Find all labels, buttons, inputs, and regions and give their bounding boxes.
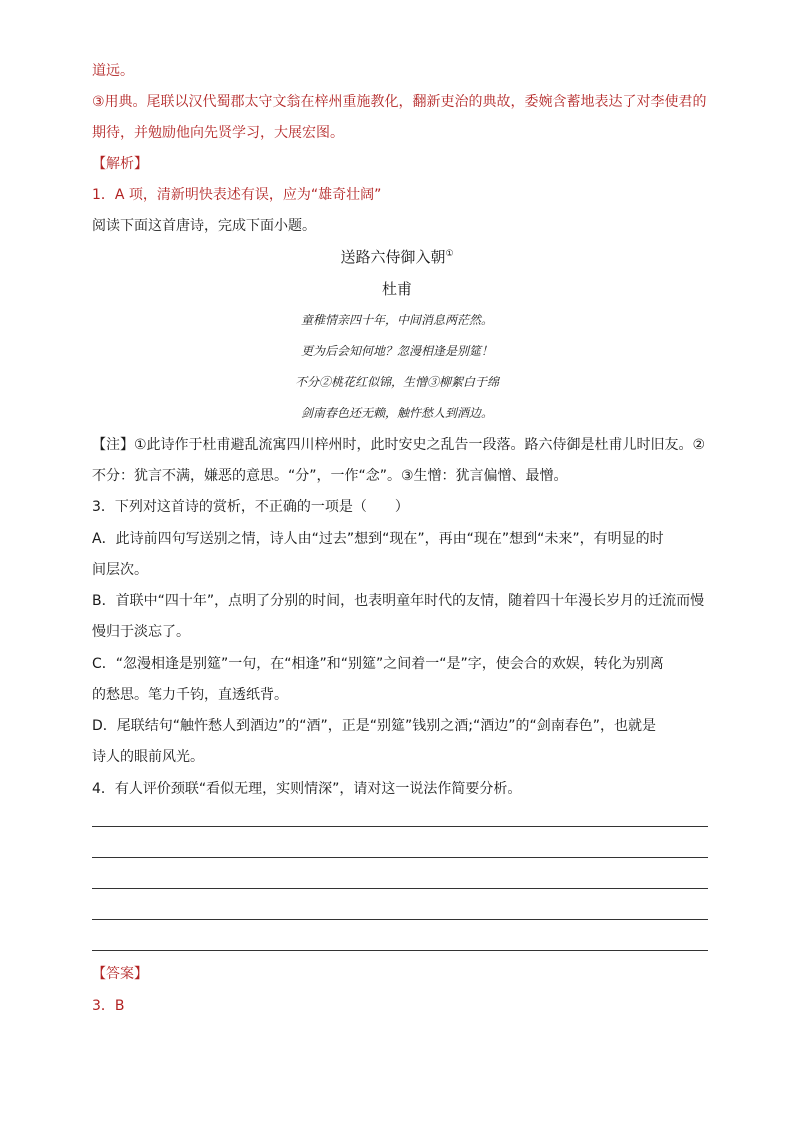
option-d-line-2: 诗人的眼前风光。 — [92, 749, 204, 765]
poem-title-text: 送路六侍御入朝 — [340, 248, 446, 266]
analysis-line-3: 期待，并勉励他向先贤学习，大展宏图。 — [92, 125, 344, 141]
answer-rule-5 — [92, 950, 708, 951]
analysis-line-2: ③用典。尾联以汉代蜀郡太守文翁在梓州重施教化，翻新吏治的典故，委婉含蓄地表达了对李使君的 — [92, 94, 707, 110]
jiexi-label: 【解析】 — [92, 156, 148, 172]
poem-title — [0, 248, 794, 266]
option-b-line-2: 慢归于淡忘了。 — [92, 624, 190, 640]
option-d-line-1: D．尾联结句“触忤愁人到酒边”的“酒”，正是“别筵”钱别之酒;“酒边”的“剑南春色”，也就是 — [92, 718, 657, 734]
jiexi-text: 1．A 项，清新明快表述有误，应为“雄奇壮阔” — [92, 187, 382, 203]
poem-line-3: 不分②桃花红似锦，生憎③柳絮白于绵 — [294, 375, 499, 389]
answer-rule-2 — [92, 857, 708, 858]
option-a-line-2: 间层次。 — [92, 562, 148, 578]
option-c-line-2: 的愁思。笔力千钧，直透纸背。 — [92, 687, 288, 703]
poem-title-footnote-mark: ① — [445, 249, 454, 259]
reading-intro: 阅读下面这首唐诗，完成下面小题。 — [92, 218, 316, 234]
answer-rule-3 — [92, 888, 708, 889]
question-3-stem: 3．下列对这首诗的赏析，不正确的一项是（ ） — [92, 499, 409, 515]
poem-line-1: 童稚情亲四十年，中间消息两茫然。 — [300, 313, 493, 327]
option-a-line-1: A．此诗前四句写送别之情，诗人由“过去”想到“现在”，再由“现在”想到“未来”，有明显的时 — [92, 531, 664, 547]
note-line-1: 【注】①此诗作于杜甫避乱流寓四川梓州时，此时安史之乱告一段落。路六侍御是杜甫儿时旧友。② — [92, 437, 706, 453]
poem-line-2: 更为后会知何地？忽漫相逢是别筵！ — [300, 344, 493, 358]
poem-author: 杜甫 — [381, 280, 412, 298]
question-4-stem: 4．有人评价颈联“看似无理，实则情深”，请对这一说法作简要分析。 — [92, 781, 522, 797]
note-line-2: 不分：犹言不满，嫌恶的意思。“分”，一作“念”。③生憎：犹言偏憎、最憎。 — [92, 468, 568, 484]
option-c-line-1: C．“忽漫相逢是别筵”一句，在“相逢”和“别筵”之间着一“是”字，使会合的欢娱，转化为别离 — [92, 656, 664, 672]
poem-line-4: 剑南春色还无赖，触忤愁人到酒边。 — [300, 406, 493, 420]
answer-label: 【答案】 — [92, 966, 148, 982]
answer-text: 3．B — [92, 998, 125, 1014]
answer-rule-1 — [92, 826, 708, 827]
option-b-line-1: B．首联中“四十年”，点明了分别的时间，也表明童年时代的友情，随着四十年漫长岁月的迁流而慢 — [92, 593, 705, 609]
analysis-line-1: 道远。 — [92, 63, 134, 79]
answer-rule-4 — [92, 919, 708, 920]
